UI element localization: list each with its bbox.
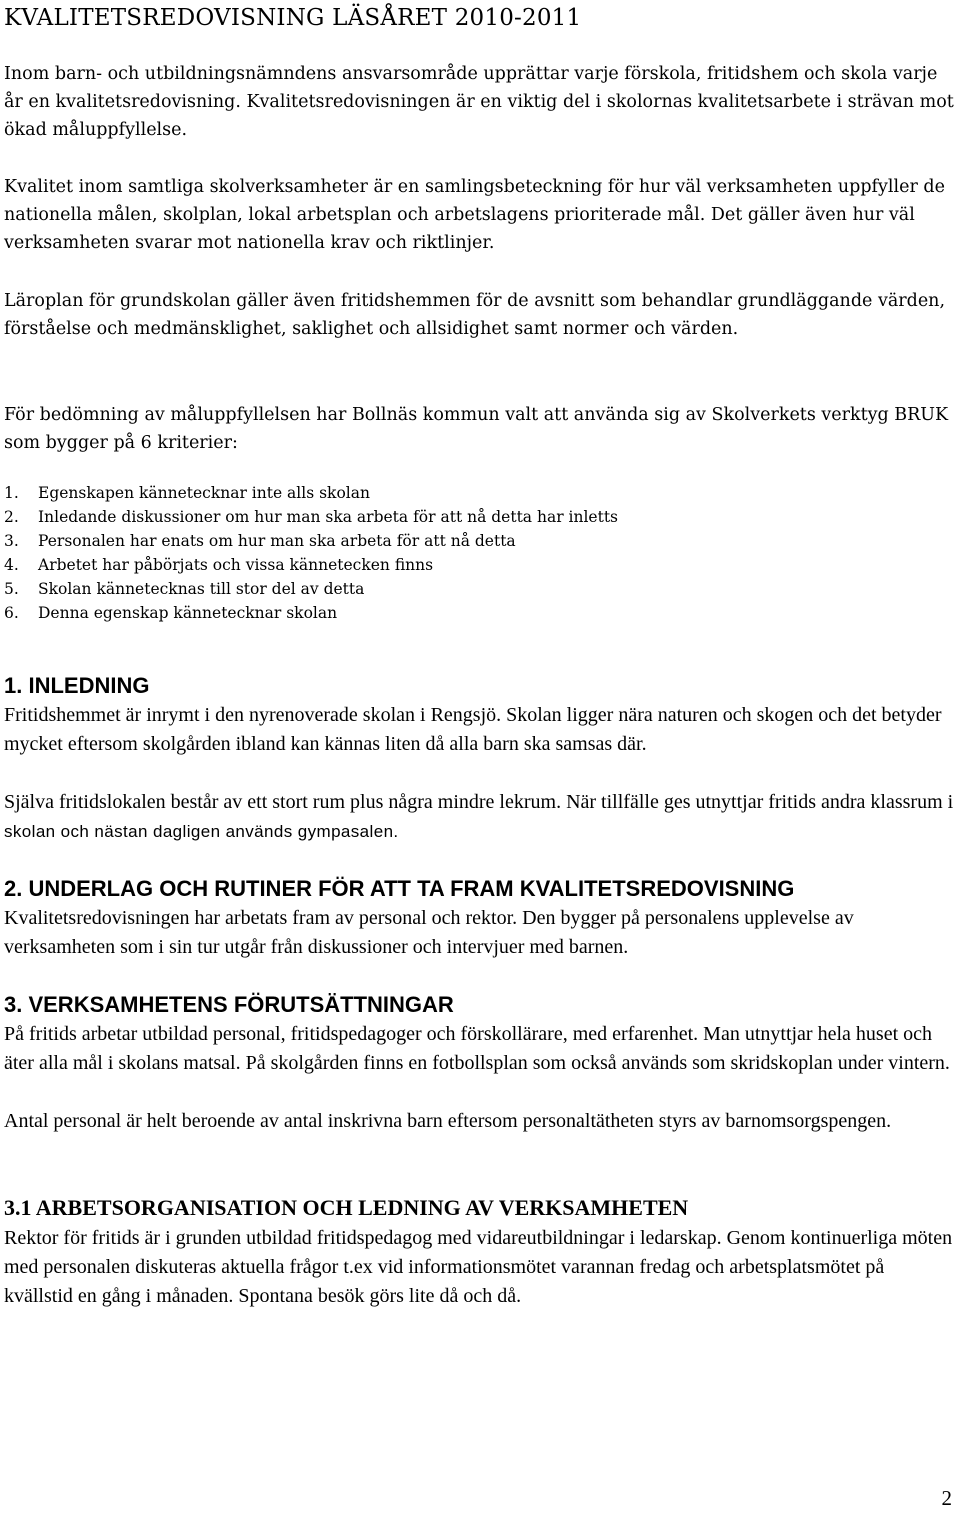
section-1-paragraph-2-start: Själva fritidslokalen består av ett stort rum plus några mindre lekrum. När tillfälle ges utnyttjar fritids andra klassrum i	[4, 791, 954, 813]
criteria-item	[4, 481, 904, 505]
criteria-text: Skolan kännetecknas till stor del av detta	[38, 580, 365, 598]
criteria-item	[4, 505, 904, 529]
section-3-paragraph-1: På fritids arbetar utbildad personal, fritidspedagoger och förskollärare, med erfarenhet. Man utnyttjar hela huset och äter alla mål i skolans matsal. På skolgården finns en fotbollsplan som också används som skridskoplan under vintern.	[4, 1023, 950, 1074]
criteria-number: 6.	[4, 604, 19, 622]
intro-paragraph-2: Kvalitet inom samtliga skolverksamheter är en samlingsbeteckning för hur väl verksamheten uppfyller de nationella målen, skolplan, lokal arbetsplan och arbetslagens prioriterade mål. Det gäller även hur väl verksamheten svarar mot nationella krav och riktlinjer.	[4, 177, 945, 253]
criteria-list	[4, 481, 904, 625]
intro-paragraph-4: För bedömning av måluppfyllelsen har Bollnäs kommun valt att använda sig av Skolverkets verktyg BRUK som bygger på 6 kriterier:	[4, 405, 949, 453]
section-heading-inledning: 1. INLEDNING	[4, 673, 150, 698]
intro-paragraph-1: Inom barn- och utbildningsnämndens ansvarsområde upprättar varje förskola, fritidshem och skola varje år en kvalitetsredovisning. Kvalitetsredovisningen är en viktig del i skolornas kvalitetsarbete i strävan mot ökad måluppfyllelse.	[4, 64, 954, 140]
section-heading-underlag: 2. UNDERLAG OCH RUTINER FÖR ATT TA FRAM KVALITETSREDOVISNING	[4, 876, 795, 901]
section-heading-arbetsorganisation: 3.1 ARBETSORGANISATION OCH LEDNING AV VERKSAMHETEN	[4, 1195, 689, 1220]
criteria-number: 5.	[4, 580, 19, 598]
document-title: KVALITETSREDOVISNING LÄSÅRET 2010-2011	[4, 5, 582, 31]
criteria-item	[4, 529, 904, 553]
criteria-text: Egenskapen kännetecknar inte alls skolan	[38, 484, 370, 502]
section-1-paragraph-2	[4, 788, 954, 846]
criteria-text: Personalen har enats om hur man ska arbeta för att nå detta	[38, 532, 516, 550]
section-heading-forutsattningar: 3. VERKSAMHETENS FÖRUTSÄTTNINGAR	[4, 992, 454, 1017]
criteria-text: Denna egenskap kännetecknar skolan	[38, 604, 338, 622]
page-number: 2	[941, 1486, 952, 1510]
criteria-number: 2.	[4, 508, 19, 526]
intro-paragraph-3: Läroplan för grundskolan gäller även fritidshemmen för de avsnitt som behandlar grundläggande värden, förståelse och medmänsklighet, saklighet och allsidighet samt normer och värden.	[4, 291, 946, 339]
section-1-paragraph-2-end: skolan och nästan dagligen används gympasalen.	[4, 822, 399, 841]
criteria-number: 3.	[4, 532, 19, 550]
criteria-text: Inledande diskussioner om hur man ska arbeta för att nå detta har inletts	[38, 508, 619, 526]
section-1-paragraph-1: Fritidshemmet är inrymt i den nyrenoverade skolan i Rengsjö. Skolan ligger nära naturen och skogen och det betyder mycket eftersom skolgården ibland kan kännas liten då alla barn ska samsas där.	[4, 704, 942, 755]
criteria-item	[4, 553, 904, 577]
section-2-paragraph-1: Kvalitetsredovisningen har arbetats fram av personal och rektor. Den bygger på personalens upplevelse av verksamheten som i sin tur utgår från diskussioner och intervjuer med barnen.	[4, 907, 854, 958]
criteria-text: Arbetet har påbörjats och vissa kännetecken finns	[38, 556, 434, 574]
criteria-number: 1.	[4, 484, 19, 502]
section-3-paragraph-2: Antal personal är helt beroende av antal inskrivna barn eftersom personaltätheten styrs av barnomsorgspengen.	[4, 1110, 892, 1132]
criteria-item	[4, 601, 904, 625]
criteria-number: 4.	[4, 556, 19, 574]
criteria-item	[4, 577, 904, 601]
section-3-1-paragraph-1: Rektor för fritids är i grunden utbildad fritidspedagog med vidareutbildningar i ledarskap. Genom kontinuerliga möten med personalen diskuteras aktuella frågor t.ex vid informationsmötet varannan fredag och arbetsplatsmötet på kvällstid en gång i månaden. Spontana besök görs lite då och då.	[4, 1227, 953, 1307]
